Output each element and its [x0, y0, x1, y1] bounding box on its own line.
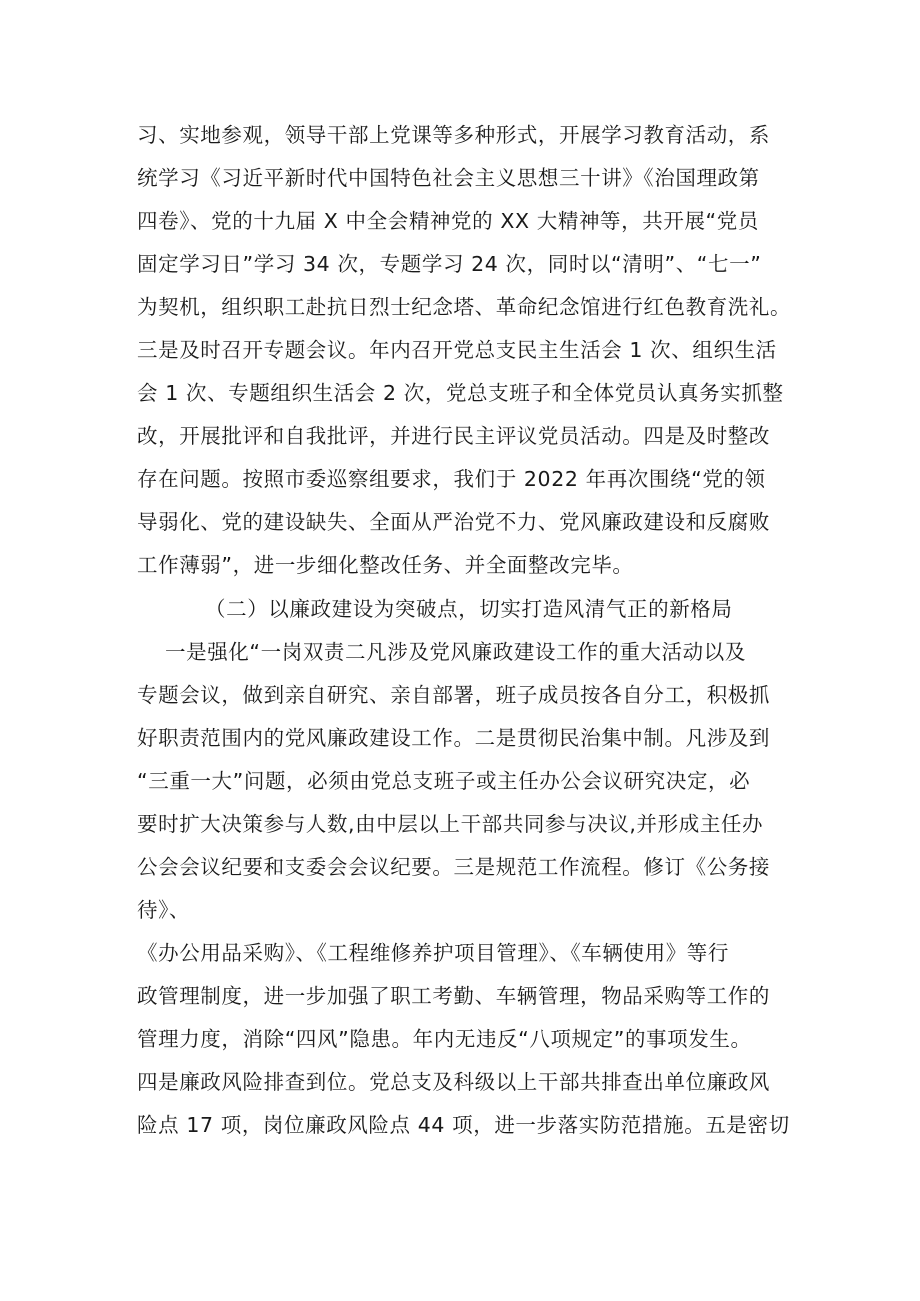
- paragraph-line: 好职责范围内的党风廉政建设工作。二是贯彻民治集中制。凡涉及到: [137, 726, 770, 750]
- paragraph-line: 《办公用品采购》、《工程维修养护项目管理》、《车辆使用》等行: [137, 941, 729, 965]
- paragraph-line: 会 1 次、专题组织生活会 2 次，党总支班子和全体党员认真务实抓整: [137, 381, 784, 405]
- paragraph-line: 专题会议，做到亲自研究、亲自部署，班子成员按各自分工，积极抓: [137, 683, 770, 707]
- paragraph-line: 一是强化“一岗双责二凡涉及党风廉政建设工作的重大活动以及: [165, 640, 746, 664]
- paragraph-line: 固定学习日”学习 34 次，专题学习 24 次，同时以“清明”、“七一”: [137, 252, 762, 276]
- paragraph-line: 要时扩大决策参与人数,由中层以上干部共同参与决议,并形成主任办: [137, 812, 764, 836]
- paragraph-line: 政管理制度，进一步加强了职工考勤、车辆管理，物品采购等工作的: [137, 984, 770, 1008]
- paragraph-line: 待》、: [137, 898, 191, 922]
- paragraph-line: 习、实地参观，领导干部上党课等多种形式，开展学习教育活动，系: [137, 123, 770, 147]
- paragraph-line: 导弱化、党的建设缺失、全面从严治党不力、党风廉政建设和反腐败: [137, 510, 770, 534]
- paragraph-line: 四是廉政风险排查到位。党总支及科级以上干部共排查出单位廉政风: [137, 1070, 770, 1094]
- paragraph-line: 存在问题。按照市委巡察组要求，我们于 2022 年再次围绕“党的领: [137, 467, 766, 491]
- paragraph-line: 统学习《习近平新时代中国特色社会主义思想三十讲》《治国理政第: [137, 166, 760, 190]
- section-heading: （二）以廉政建设为突破点，切实打造风清气正的新格局: [205, 597, 733, 621]
- paragraph-line: 公会会议纪要和支委会会议纪要。三是规范工作流程。修订《公务接: [137, 855, 770, 879]
- paragraph-line: 改，开展批评和自我批评，并进行民主评议党员活动。四是及时整改: [137, 424, 770, 448]
- paragraph-line: 四卷》、党的十九届 X 中全会精神党的 XX 大精神等，共开展“党员: [137, 209, 759, 233]
- paragraph-line: 险点 17 项，岗位廉政风险点 44 项，进一步落实防范措施。五是密切: [137, 1113, 790, 1137]
- paragraph-line: “三重一大”问题，必须由党总支班子或主任办公会议研究决定，必: [137, 769, 751, 793]
- paragraph-line: 工作薄弱”，进一步细化整改任务、并全面整改完毕。: [137, 553, 634, 577]
- paragraph-line: 管理力度，消除“四风”隐患。年内无违反“八项规定”的事项发生。: [137, 1027, 752, 1051]
- paragraph-line: 为契机，组织职工赴抗日烈士纪念塔、革命纪念馆进行红色教育洗礼。: [137, 295, 792, 319]
- paragraph-line: 三是及时召开专题会议。年内召开党总支民主生活会 1 次、组织生活: [137, 338, 777, 362]
